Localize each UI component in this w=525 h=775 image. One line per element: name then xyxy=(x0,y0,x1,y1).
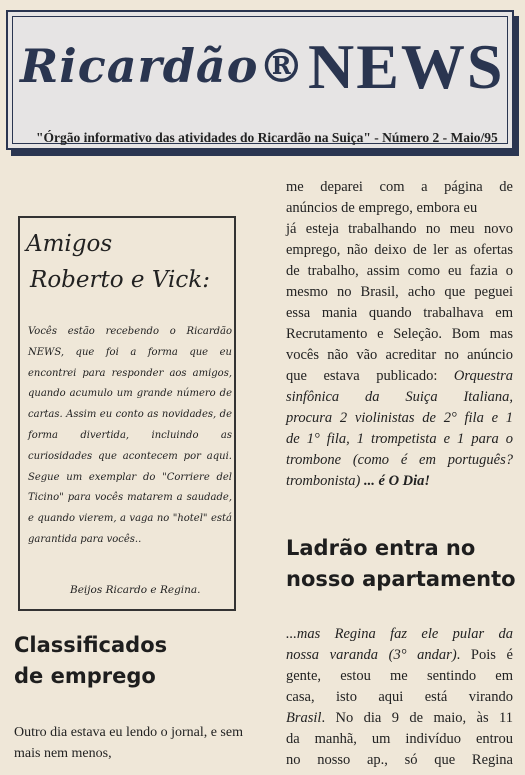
ad-text-end: trombonista) xyxy=(286,473,361,489)
continuation-line: essa mania quando trabalhava em xyxy=(286,305,513,321)
ad-intro-text: que estava publicado: xyxy=(286,368,454,384)
continuation-line: vocês não vão acreditar no anúncio xyxy=(286,347,513,363)
masthead xyxy=(6,10,514,150)
ladrao-line-plain: no nosso ap., só que Regina xyxy=(286,752,513,768)
ladrao-line xyxy=(286,729,513,750)
continuation-line: Recrutamento e Seleção. Bom mas xyxy=(286,326,513,342)
ladrao-heading xyxy=(286,533,516,595)
ad-text-line: procura 2 violinistas de 2° fila e 1 xyxy=(286,410,513,426)
ladrao-heading-line2: nosso apartamento xyxy=(286,567,516,591)
ladrao-line xyxy=(286,708,513,729)
punchline: ... é O Dia! xyxy=(360,473,431,489)
ladrao-line-plain: . No dia 9 de maio, às 11 xyxy=(321,710,513,726)
ladrao-heading-line1: Ladrão entra no xyxy=(286,536,476,560)
brand-logo: Ricardão® xyxy=(20,39,306,93)
news-title: NEWS xyxy=(308,31,505,102)
ladrao-line xyxy=(286,666,513,687)
continuation-line: mesmo no Brasil, acho que peguei xyxy=(286,284,513,300)
letter-signature: Beijos Ricardo e Regina. xyxy=(70,584,201,596)
letter-heading xyxy=(20,226,234,298)
letter-heading-line2: Roberto e Vick: xyxy=(30,267,210,293)
classificados-heading xyxy=(14,630,167,692)
ladrao-line-italic: nossa varanda (3° andar) xyxy=(286,647,457,663)
ad-text-line: trombone (como é em português? xyxy=(286,452,513,468)
ladrao-line-plain: . Pois é xyxy=(456,647,513,663)
classificados-body: Outro dia estava eu lendo o jornal, e sem mais nem menos, xyxy=(14,725,243,761)
ad-text-line: sinfônica da Suiça Italiana, xyxy=(286,389,513,405)
classificados-heading-line1: Classificados xyxy=(14,633,168,657)
ladrao-line-plain: gente, estou me sentindo em xyxy=(286,668,513,684)
classificados-continuation xyxy=(286,177,513,492)
ladrao-line xyxy=(286,624,513,645)
continuation-line: de trabalho, assim como eu fazia o xyxy=(286,263,513,279)
ad-text-line: de 1° fila, 1 trompetista e 1 para o xyxy=(286,431,513,447)
continuation-line: já esteja trabalhando no meu novo xyxy=(286,221,513,237)
letter-heading-line1: Amigos xyxy=(26,231,113,257)
continuation-line: emprego, não deixo de ler as ofertas xyxy=(286,242,513,258)
ad-text-last-line xyxy=(286,471,513,492)
continuation-line xyxy=(286,366,513,387)
ladrao-line xyxy=(286,687,513,708)
letter-body: Vocês estão recebendo o Ricardão NEWS, que foi a forma que eu encontrei para responder aos amigos, quando acumulo um grande número de cartas. Assim eu conto as novidades, de forma divertida, incluindo as curiosidades que acontecem por aqui. Segue um exemplar do "Corriere del Ticino" para vocês matarem a saudade, e quando vierem, a vaga no "hotel" está garantida para vocês.. xyxy=(28,326,232,545)
ad-text-start: Orquestra xyxy=(453,368,513,384)
ladrao-line-plain: da manhã, um indivíduo entrou xyxy=(286,731,513,747)
continuation-line: anúncios de emprego, embora eu xyxy=(286,200,478,216)
ladrao-line xyxy=(286,645,513,666)
continuation-line: me deparei com a página de xyxy=(286,179,513,195)
ladrao-body xyxy=(286,624,513,771)
letter-box xyxy=(18,216,236,611)
classificados-heading-line2: de emprego xyxy=(14,664,156,688)
ladrao-line-italic: Brasil xyxy=(286,710,322,726)
tagline: "Órgão informativo das atividades do Ricardão na Suiça" - Número 2 - Maio/95 xyxy=(36,130,498,145)
ladrao-line xyxy=(286,750,513,771)
ladrao-line-italic: ...mas Regina faz ele pular da xyxy=(286,626,513,642)
ladrao-line-plain: casa, isto aqui está virando xyxy=(286,689,513,705)
